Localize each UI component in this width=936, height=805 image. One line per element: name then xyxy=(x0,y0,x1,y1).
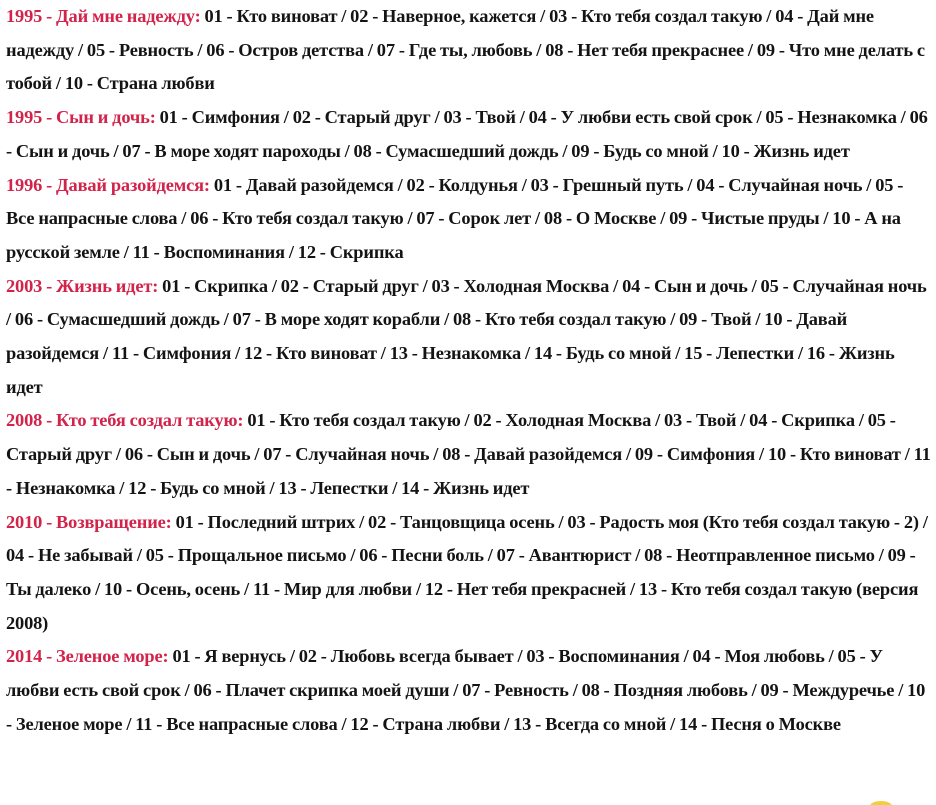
album-2010-vozvrashchenie xyxy=(6,506,932,641)
album-title: 1995 - Дай мне надежду: xyxy=(6,6,201,26)
album-tracklist: 01 - Симфония / 02 - Старый друг / 03 - Твой / 04 - У любви есть свой срок / 05 - Незнакомка / 06 - Сын и дочь / 07 - В море ходят пароходы / 08 - Сумасшедший дождь / 09 - Будь со мной / 10 - Жизнь идет xyxy=(6,107,928,161)
album-2014-zelenoe-more xyxy=(6,640,932,741)
album-tracklist: 01 - Я вернусь / 02 - Любовь всегда бывает / 03 - Воспоминания / 04 - Моя любовь / 05 - У любви есть свой срок / 06 - Плачет скрипка моей души / 07 - Ревность / 08 - Поздняя любовь / 09 - Междуречье / 10 - Зеленое море / 11 - Все напрасные слова / 12 - Страна любви / 13 - Всегда со мной / 14 - Песня о Москве xyxy=(6,646,926,734)
album-title: 2010 - Возвращение: xyxy=(6,511,172,532)
album-2003-zhizn-idet xyxy=(6,270,932,405)
album-tracklist: 01 - Кто виноват / 02 - Наверное, кажется / 03 - Кто тебя создал такую / 04 - Дай мне надежду / 05 - Ревность / 06 - Остров детства / 07 - Где ты, любовь / 08 - Нет тебя прекраснее / 09 - Что мне делать с тобой / 10 - Страна любви xyxy=(6,6,925,94)
album-title: 2014 - Зеленое море: xyxy=(6,646,169,667)
album-title: 1996 - Давай разойдемся: xyxy=(6,174,210,195)
album-tracklist: 01 - Скрипка / 02 - Старый друг / 03 - Холодная Москва / 04 - Сын и дочь / 05 - Случайная ночь / 06 - Сумасшедший дождь / 07 - В море ходят корабли / 08 - Кто тебя создал такую / 09 - Твой / 10 - Давай разойдемся / 11 - Симфония / 12 - Кто виноват / 13 - Незнакомка / 14 - Будь со мной / 15 - Лепестки / 16 - Жизнь идет xyxy=(6,275,927,397)
album-tracklist: 01 - Давай разойдемся / 02 - Колдунья / 03 - Грешный путь / 04 - Случайная ночь / 05 - Все напрасные слова / 06 - Кто тебя создал такую / 07 - Сорок лет / 08 - О Москве / 09 - Чистые пруды / 10 - А на русской земле / 11 - Воспоминания / 12 - Скрипка xyxy=(6,174,904,262)
album-1996-davai-razoidemsya xyxy=(6,169,932,270)
album-tracklist: 01 - Кто тебя создал такую / 02 - Холодная Москва / 03 - Твой / 04 - Скрипка / 05 - Старый друг / 06 - Сын и дочь / 07 - Случайная ночь / 08 - Давай разойдемся / 09 - Симфония / 10 - Кто виноват / 11 - Незнакомка / 12 - Будь со мной / 13 - Лепестки / 14 - Жизнь идет xyxy=(6,410,931,498)
album-title: 2003 - Жизнь идет: xyxy=(6,275,159,296)
album-tracklist: 01 - Последний штрих / 02 - Танцовщица осень / 03 - Радость моя (Кто тебя создал такую - 2) / 04 - Не забывай / 05 - Прощальное письмо / 06 - Песни боль / 07 - Авантюрист / 08 - Неотправленное письмо / 09 - Ты далеко / 10 - Осень, осень / 11 - Мир для любви / 12 - Нет тебя прекрасней / 13 - Кто тебя создал такую (версия 2008) xyxy=(6,511,928,633)
album-title: 1995 - Сын и дочь: xyxy=(6,107,156,128)
album-title: 2008 - Кто тебя создал такую: xyxy=(6,410,244,431)
album-2008-kto-tebya-sozdal-takuyu xyxy=(6,404,932,505)
album-1995-dai-mne-nadezhdu xyxy=(6,0,932,101)
decorative-corner-mark xyxy=(870,801,892,805)
album-1995-syn-i-doch xyxy=(6,101,932,168)
